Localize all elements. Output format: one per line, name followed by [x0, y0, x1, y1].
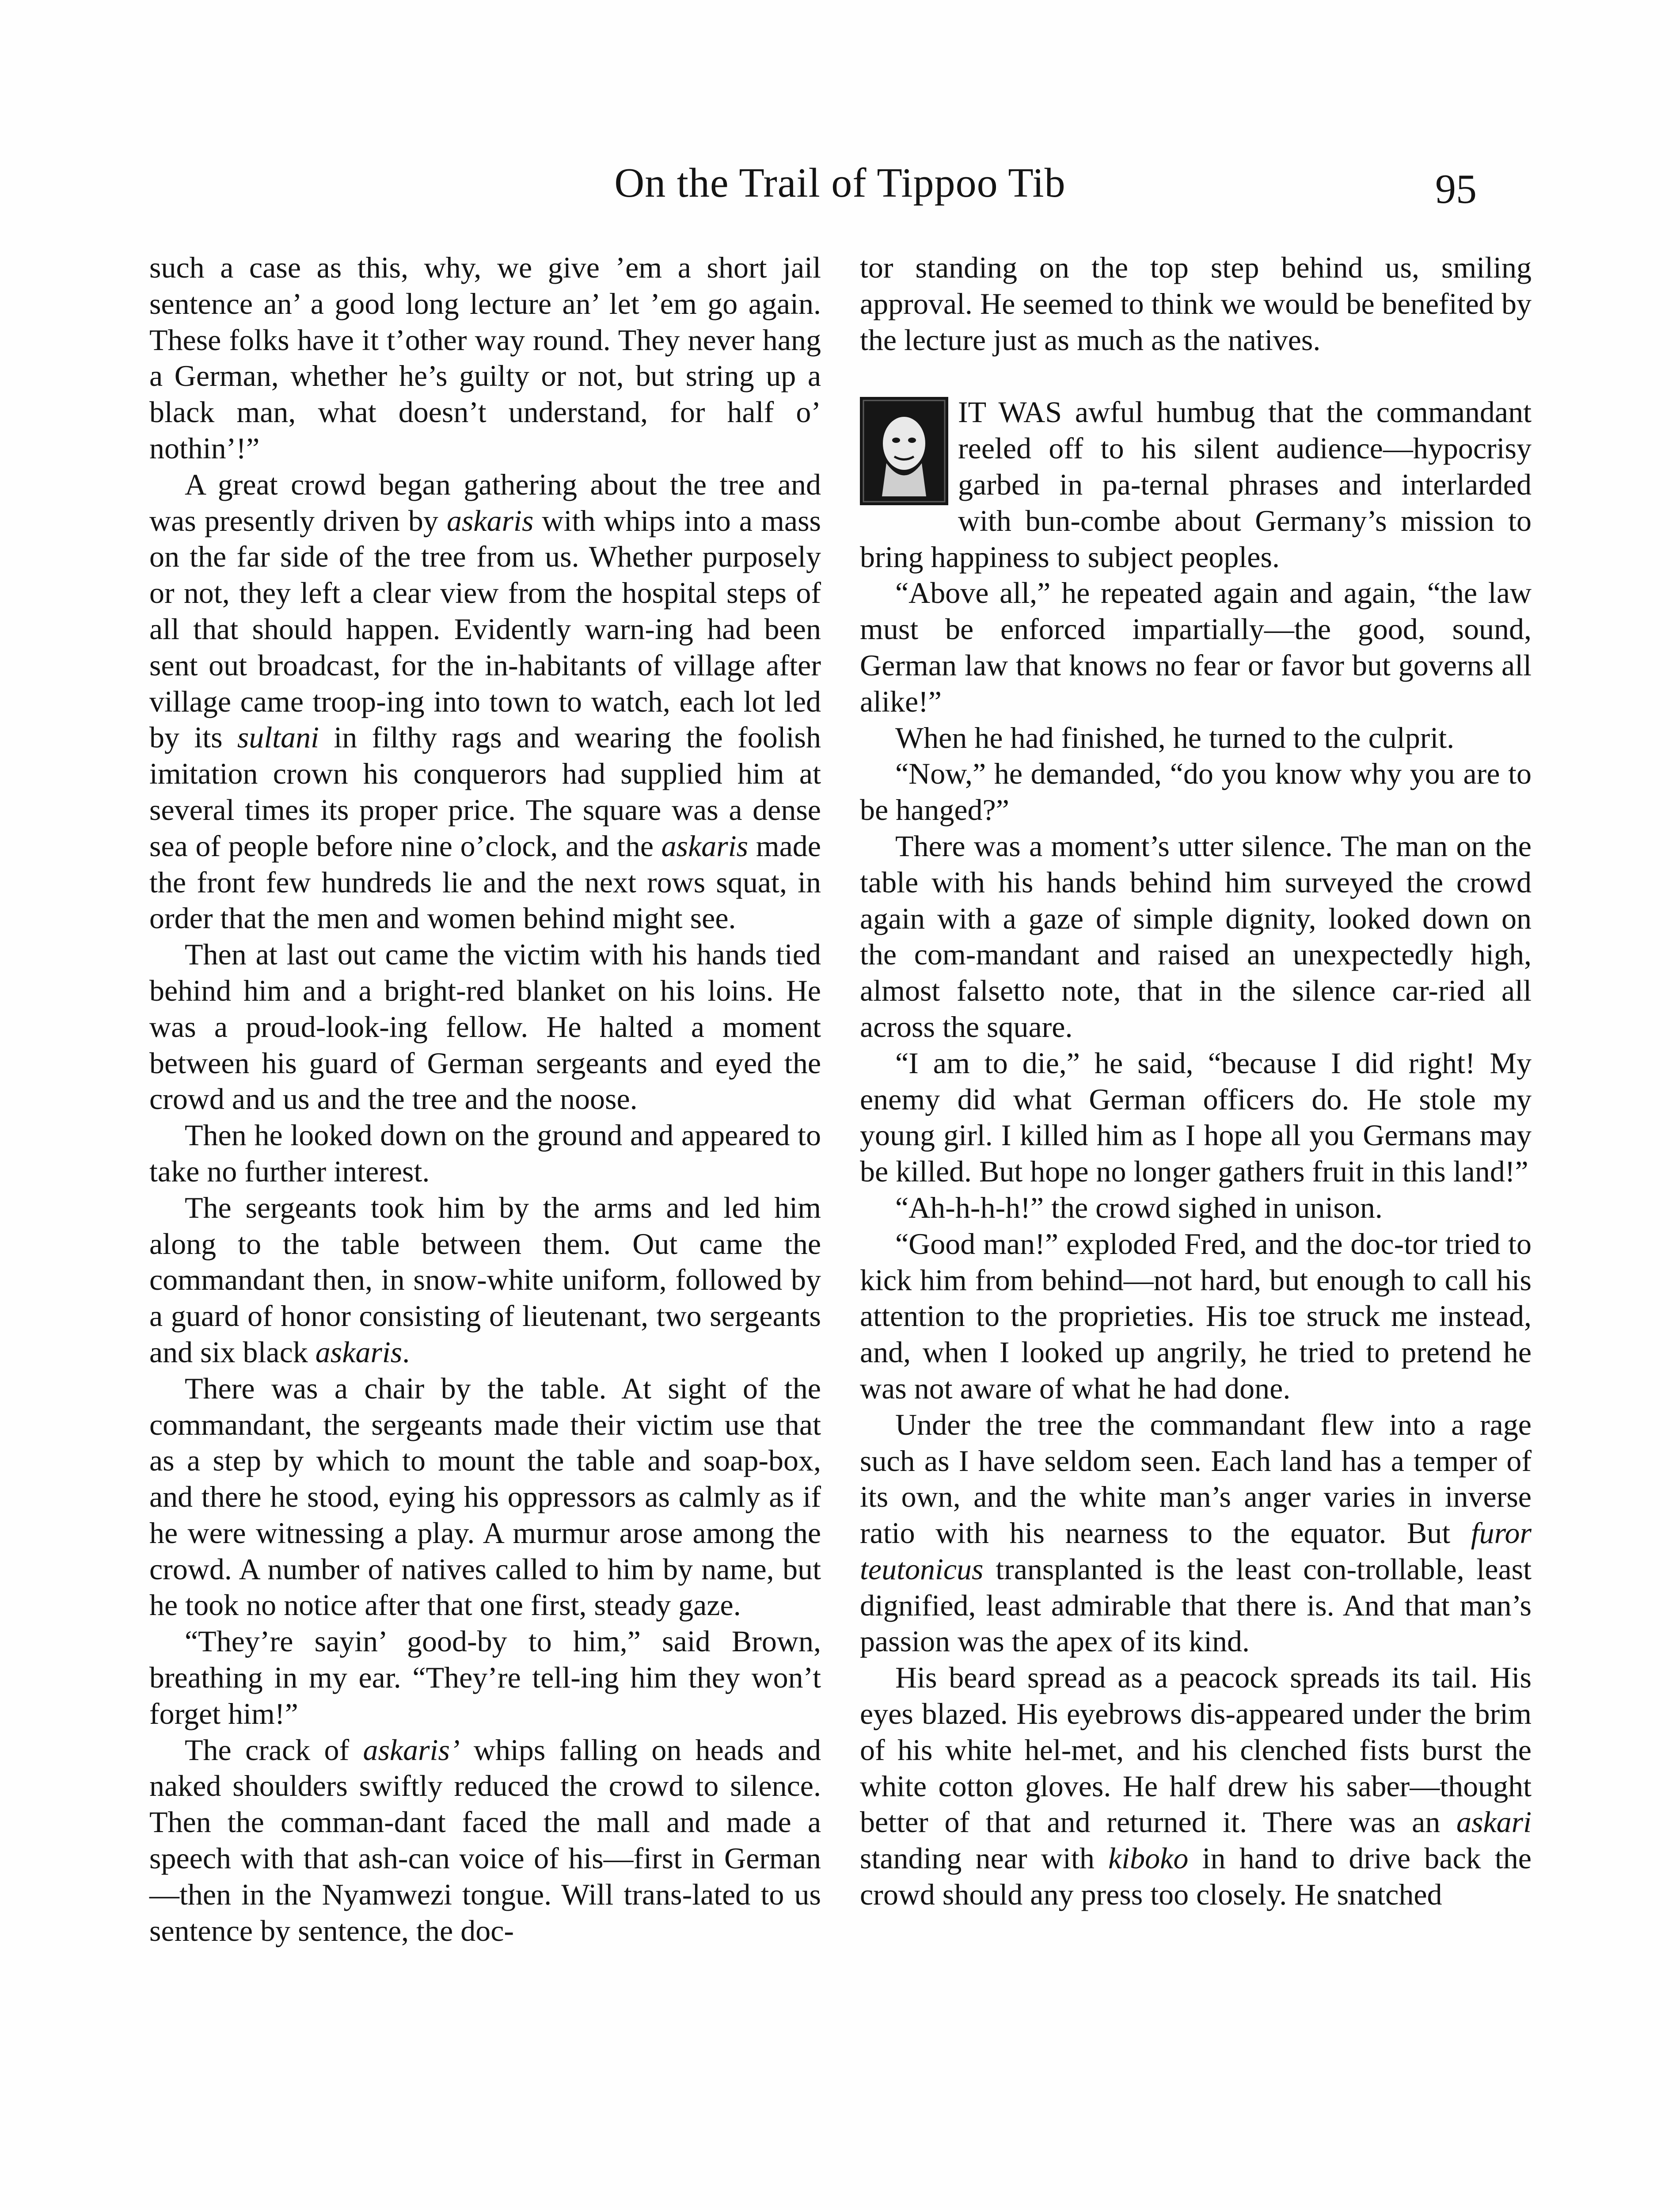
paragraph: “They’re sayin’ good-by to him,” said Brown, breathing in my ear. “They’re tell-ing him they won’t forget him!”: [149, 1624, 821, 1730]
paragraph: There was a chair by the table. At sight of the commandant, the sergeants made their victim use that as a step by which to mount the table and soap-box, and there he stood, eying his oppressors as calmly as if he were witnessing a play. A murmur arose among the crowd. A number of natives called to him by name, but he took no notice after that one first, steady gaze.: [149, 1371, 821, 1622]
paragraph: “I am to die,” he said, “because I did right! My enemy did what German officers do. He stole my young girl. I killed him as I hope all you Germans may be killed. But hope no longer gathers fruit in this land!”: [860, 1046, 1532, 1189]
paragraph: Then at last out came the victim with his hands tied behind him and a bright-red blanket on his loins. He was a proud-look-ing fellow. He halted a moment between his guard of German sergeants and eyed the crowd and us and the tree and the noose.: [149, 937, 821, 1116]
paragraph: tor standing on the top step behind us, smiling approval. He seemed to think we would be benefited by the lecture just as much as the natives.: [860, 251, 1532, 357]
paragraph: “Now,” he demanded, “do you know why you are to be hanged?”: [860, 757, 1532, 827]
paragraph: There was a moment’s utter silence. The man on the table with his hands behind him surveyed the crowd again with a gaze of simple dignity, looked down on the com-mandant and raised an unexpectedly high, almost falsetto note, that in the silence car-ried all across the square.: [860, 829, 1532, 1044]
paragraph: “Ah-h-h-h!” the crowd sighed in unison.: [895, 1190, 1383, 1224]
paragraph: “Good man!” exploded Fred, and the doc-tor tried to kick him from behind—not hard, but enough to call his attention to the proprieties. His toe struck me instead, and, when I looked up angrily, he tried to pretend he was not aware of what he had done.: [860, 1227, 1532, 1405]
paragraph: His beard spread as a peacock spreads its tail. His eyes blazed. His eyebrows dis-appeared under the brim of his white hel-met, and his clenched fists burst the white cotton gloves. He half drew his saber—thought better of that and returned it. There was an askari standing near with kiboko in hand to drive back the crowd should any press too closely. He snatched: [860, 1661, 1532, 1912]
paragraph: such a case as this, why, we give ’em a short jail sentence an’ a good long lecture an’ let ’em go again. These folks have it t’other way round. They never hang a German, whether he’s guilty or not, but string up a black man, what doesn’t understand, for half o’ nothin’!”: [149, 251, 821, 465]
paragraph: Then he looked down on the ground and appeared to take no further interest.: [149, 1118, 821, 1188]
paragraph: IT WAS awful humbug that the commandant reeled off to his silent audience—hypocrisy garbed in pa-ternal phrases and interlarded with bun-combe about Germany’s mission to bring happiness to subject peoples.: [860, 395, 1532, 574]
section-break: [860, 358, 1532, 394]
running-title: On the Trail of Tippoo Tib: [614, 160, 1066, 206]
paragraph: “Above all,” he repeated again and again, “the law must be enforced impartially—the good, sound, German law that knows no fear or favor but governs all alike!”: [860, 576, 1532, 718]
paragraph: The crack of askaris’ whips falling on heads and naked shoulders swiftly reduced the crowd to silence. Then the comman-dant faced the mall and made a speech with that ash-can voice of his—first in German—then in the Nyamwezi tongue. Will trans-lated to us sentence by sentence, the doc-: [149, 1733, 821, 1947]
page-number: 95: [1435, 166, 1477, 212]
portrait-icon: [860, 397, 948, 505]
running-head: [146, 155, 1534, 221]
paragraph: When he had finished, he turned to the culprit.: [895, 720, 1455, 754]
paragraph: A great crowd began gathering about the tree and was presently driven by askaris with whips into a mass on the far side of the tree from us. Whether purposely or not, they left a clear view from the hospital steps of all that should happen. Evidently warn-ing had been sent out broadcast, for the in-habitants of village after village came troop-ing into town to watch, each lot led by its sultani in filthy rags and wearing the foolish imitation crown his conquerors had supplied him at several times its proper price. The square was a dense sea of people before nine o’clock, and the askaris made the front few hundreds lie and the next rows squat, in order that the men and women behind might see.: [149, 467, 821, 935]
paragraph: Under the tree the commandant flew into a rage such as I have seldom seen. Each land has a temper of its own, and the white man’s anger varies in inverse ratio with his nearness to the equator. But furor teutonicus transplanted is the least con-trollable, least dignified, least admirable that there is. And that man’s passion was the apex of its kind.: [860, 1407, 1532, 1658]
right-column: [860, 250, 1532, 1913]
paragraph: The sergeants took him by the arms and led him along to the table between them. Out came the commandant then, in snow-white uniform, followed by a guard of honor consisting of lieutenant, two sergeants and six black askaris.: [149, 1190, 821, 1369]
left-column: [149, 250, 821, 1949]
